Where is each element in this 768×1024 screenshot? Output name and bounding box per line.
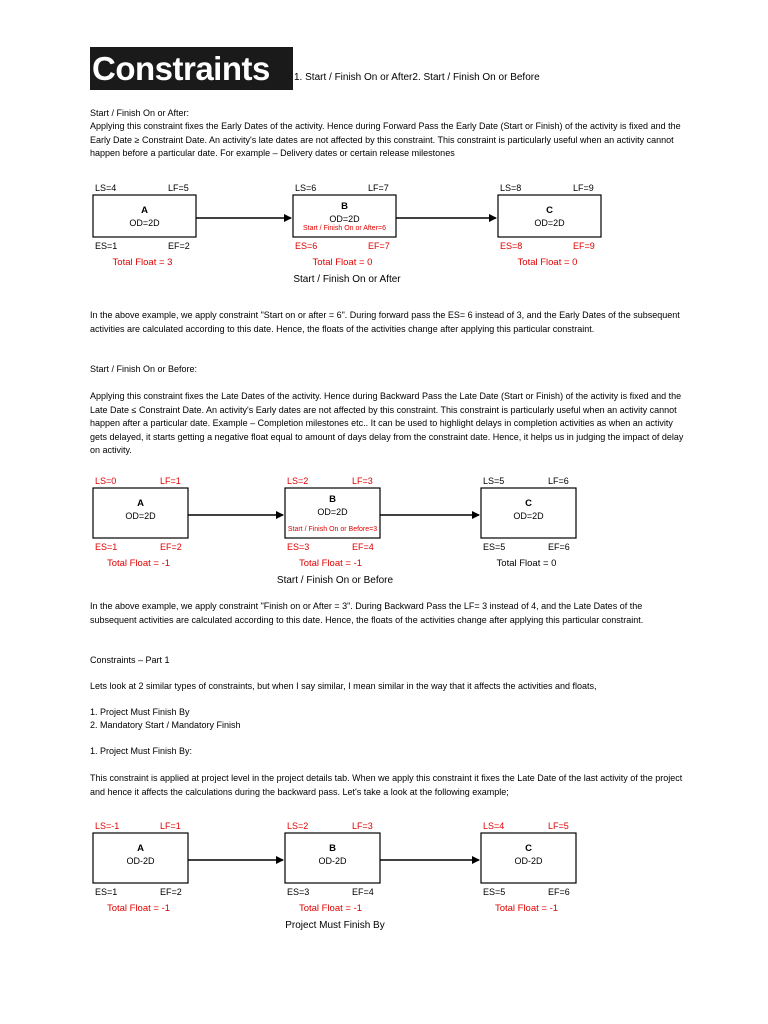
lf-label: LF=3 <box>352 821 373 831</box>
page-title: Constraints <box>92 50 270 87</box>
ef-label: EF=4 <box>352 542 374 552</box>
section1-explanation: In the above example, we apply constraint "Start on or after = 6". During forward pass the ES= 6 instead of 3, and the Early Dates of the subsequent activities are calculated according to this date. Hence, the floats of the activities change after applying this particular constraint. <box>90 310 680 334</box>
section1-heading: Start / Finish On or After: <box>90 108 190 118</box>
ef-label: EF=4 <box>352 887 374 897</box>
ls-label: LS=4 <box>95 183 117 193</box>
activity-duration: OD-2D <box>318 856 347 866</box>
lf-label: LF=7 <box>368 183 389 193</box>
es-label: ES=5 <box>483 887 506 897</box>
lf-label: LF=3 <box>352 476 373 486</box>
section3-body: This constraint is applied at project level in the project details tab. When we apply this constraint it fixes the Late Date of the last activity of the project and hence it affects the calculations during the backward pass. Let's take a look at the following example; <box>90 773 683 797</box>
ls-label: LS=6 <box>295 183 317 193</box>
activity-name: B <box>329 843 336 854</box>
activity-duration: OD=2D <box>513 511 544 521</box>
constraint-note: Start / Finish On or After=6 <box>302 225 387 232</box>
activity-duration: OD=2D <box>125 511 156 521</box>
list-item: 2. Mandatory Start / Mandatory Finish <box>90 720 241 730</box>
ef-label: EF=2 <box>168 241 190 251</box>
activity-name: C <box>525 843 532 854</box>
ef-label: EF=2 <box>160 542 182 552</box>
es-label: ES=1 <box>95 241 118 251</box>
lf-label: LF=6 <box>548 476 569 486</box>
es-label: ES=3 <box>287 887 310 897</box>
activity-duration: OD=2D <box>329 214 360 224</box>
activity-duration: OD=2D <box>129 218 160 228</box>
total-float-label: Total Float = 0 <box>517 257 578 268</box>
ef-label: EF=2 <box>160 887 182 897</box>
ls-label: LS=0 <box>95 476 117 486</box>
es-label: ES=3 <box>287 542 310 552</box>
es-label: ES=8 <box>500 241 523 251</box>
total-float-label: Total Float = 0 <box>496 558 557 569</box>
diagram-caption: Start / Finish On or Before <box>276 575 394 586</box>
activity-box <box>498 195 601 237</box>
es-label: ES=1 <box>95 542 118 552</box>
section2-heading: Start / Finish On or Before: <box>90 364 198 374</box>
es-label: ES=1 <box>95 887 118 897</box>
activity-name: B <box>329 494 336 505</box>
list-item: 1. Project Must Finish By <box>90 707 190 717</box>
diagram-caption: Start / Finish On or After <box>293 274 401 285</box>
ef-label: EF=7 <box>368 241 390 251</box>
total-float-label: Total Float = -1 <box>494 903 559 914</box>
ls-label: LS=4 <box>483 821 505 831</box>
diagram-caption: Project Must Finish By <box>285 920 385 931</box>
ls-label: LS=5 <box>483 476 505 486</box>
activity-name: C <box>525 498 532 509</box>
section2-body: Applying this constraint fixes the Late Dates of the activity. Hence during Backward Pass the Late Date (Start or Finish) of the activity is fixed and the Late Date ≤ Constraint Date. An activity's Early dates are not affected by this constraint. This constraint is particularly useful when an activity cannot happen after a particular date. Example – Completion milestones etc.. It can be used to highlight delays in completion activities as when an activity gets delayed, it starts getting a negative float equal to amount of days delay from the constraint date. Hence, it helps us in judging the impact of delay on activity. <box>90 391 684 456</box>
activity-duration: OD=2D <box>534 218 565 228</box>
diagram-start-finish-on-or-after <box>0 175 768 295</box>
activity-name: A <box>137 843 144 854</box>
ef-label: EF=9 <box>573 241 595 251</box>
diagram-project-must-finish-by <box>0 813 768 931</box>
section2-explanation: In the above example, we apply constraint "Finish on or After = 3". During Backward Pass the LF= 3 instead of 4, and the Late Dates of the subsequent activities are calculated according to this date. Hence, the floats of the activities change after applying this particular constraint. <box>90 601 644 625</box>
title-subtitle: 1. Start / Finish On or After2. Start / Finish On or Before <box>294 72 540 83</box>
activity-name: A <box>141 205 148 216</box>
diagram-start-finish-on-or-before <box>0 468 768 586</box>
activity-duration: OD=2D <box>317 507 348 517</box>
section3-heading: Constraints – Part 1 <box>90 655 170 665</box>
activity-name: A <box>137 498 144 509</box>
total-float-label: Total Float = 3 <box>112 257 173 268</box>
total-float-label: Total Float = 0 <box>312 257 373 268</box>
total-float-label: Total Float = -1 <box>298 903 363 914</box>
es-label: ES=6 <box>295 241 318 251</box>
ls-label: LS=8 <box>500 183 522 193</box>
es-label: ES=5 <box>483 542 506 552</box>
total-float-label: Total Float = -1 <box>298 558 363 569</box>
ls-label: LS=-1 <box>95 821 120 831</box>
lf-label: LF=1 <box>160 476 181 486</box>
activity-duration: OD-2D <box>514 856 543 866</box>
total-float-label: Total Float = -1 <box>106 903 171 914</box>
lf-label: LF=5 <box>168 183 189 193</box>
section3-subheading: 1. Project Must Finish By: <box>90 746 193 756</box>
ls-label: LS=2 <box>287 476 309 486</box>
activity-box <box>93 195 196 237</box>
section1-body: Applying this constraint fixes the Early Dates of the activity. Hence during Forward Pass the Early Date (Start or Finish) of the activity is fixed and the Early Date ≥ Constraint Date. An activity's late dates are not affected by this constraint. This constraint is particularly useful when an activity cannot happen before a particular date. For example – Delivery dates or certain release milestones <box>90 121 681 159</box>
lf-label: LF=5 <box>548 821 569 831</box>
ls-label: LS=2 <box>287 821 309 831</box>
constraint-note: Start / Finish On or Before=3 <box>287 526 378 533</box>
activity-duration: OD-2D <box>126 856 155 866</box>
activity-name: B <box>341 201 348 212</box>
lf-label: LF=9 <box>573 183 594 193</box>
ef-label: EF=6 <box>548 887 570 897</box>
lf-label: LF=1 <box>160 821 181 831</box>
section3-intro: Lets look at 2 similar types of constraints, but when I say similar, I mean similar in the way that it affects the activities and floats, <box>90 681 597 691</box>
ef-label: EF=6 <box>548 542 570 552</box>
activity-name: C <box>546 205 553 216</box>
total-float-label: Total Float = -1 <box>106 558 171 569</box>
